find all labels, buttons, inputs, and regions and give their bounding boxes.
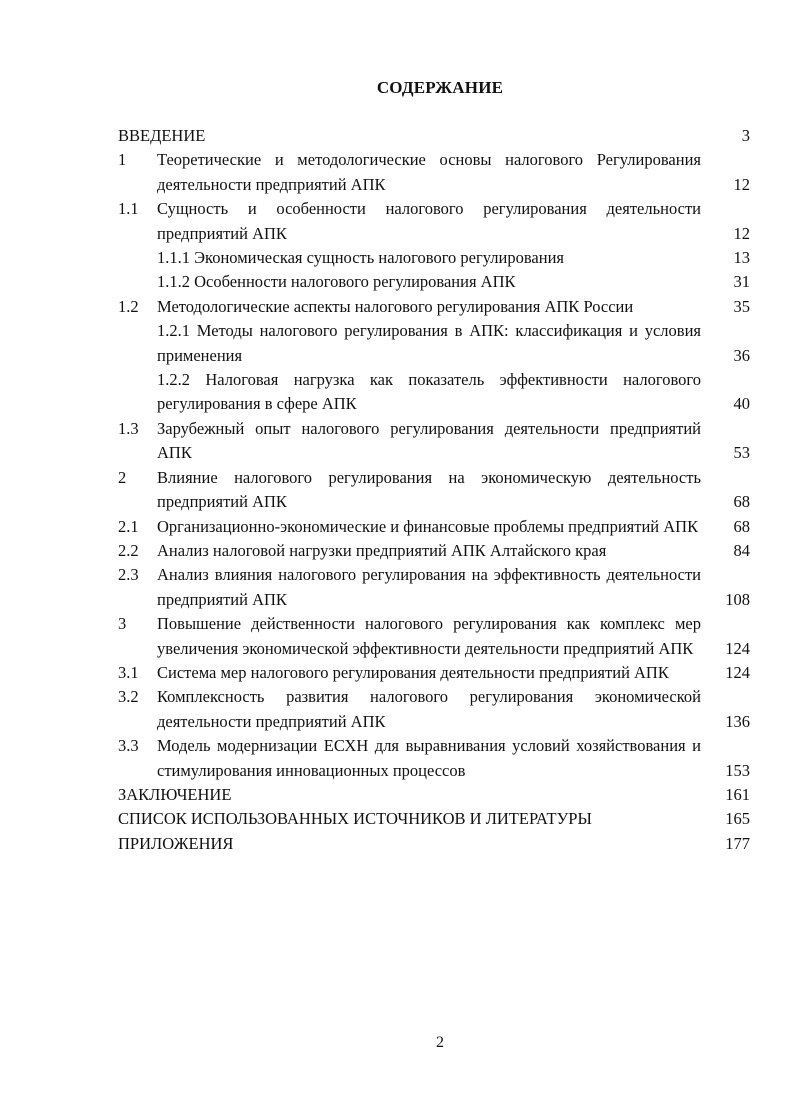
toc-entry-number: 1.3 (118, 418, 139, 438)
toc-entry-number: 3 (118, 614, 127, 634)
toc-entry-page: 177 (725, 833, 750, 853)
toc-entry-page: 12 (733, 174, 750, 194)
toc-entry-title: 1.1.1 Экономическая сущность налогового регулирования (157, 248, 565, 268)
toc-entry-number: 3.3 (118, 736, 139, 756)
toc-entry (118, 783, 750, 807)
toc-entry-title: Влияние налогового регулирования на экономическую деятельность предприятий АПК (157, 467, 701, 512)
toc-entry-number: 2.1 (118, 516, 139, 536)
toc-entry (118, 612, 750, 661)
toc-entry-page: 165 (725, 809, 750, 829)
toc-entry-page: 12 (733, 223, 750, 243)
toc-entry (118, 563, 750, 612)
toc-entry (118, 417, 750, 466)
toc-entry-title: 1.1.2 Особенности налогового регулирования АПК (157, 272, 516, 292)
toc-entry (118, 148, 750, 197)
toc-entry-title: ПРИЛОЖЕНИЯ (118, 833, 234, 853)
toc-entry-page: 36 (733, 345, 750, 365)
toc-entry-page: 35 (733, 296, 750, 316)
toc-entry-title: 1.2.1 Методы налогового регулирования в АПК: классификация и условия применения (157, 321, 701, 365)
toc-entry-title: Повышение действенности налогового регулирования как комплекс мер увеличения экономической эффективности деятельности предприятий АПК (157, 614, 701, 658)
toc-entry-title: Зарубежный опыт налогового регулирования деятельности предприятий АПК (157, 418, 701, 463)
toc-entry-page: 153 (725, 760, 750, 780)
toc-entry-page: 136 (725, 711, 750, 731)
toc-entry-title: Организационно-экономические и финансовые проблемы предприятий АПК (157, 516, 699, 536)
toc-entry-page: 53 (733, 443, 750, 463)
toc-entry (118, 807, 750, 831)
toc-entry (118, 685, 750, 734)
toc-entry-page: 161 (725, 784, 750, 804)
toc-entry (118, 270, 750, 294)
toc-entry-number: 2 (118, 467, 127, 487)
table-of-contents (118, 124, 750, 856)
toc-entry (118, 539, 750, 563)
toc-entry-title: 1.2.2 Налоговая нагрузка как показатель эффективности налогового регулирования в сфере АПК (157, 370, 701, 414)
toc-entry-page: 3 (741, 126, 750, 145)
toc-entry (118, 246, 750, 270)
toc-entry-number: 3.2 (118, 687, 139, 707)
toc-entry-number: 1.2 (118, 296, 139, 316)
toc-entry-number: 2.2 (118, 540, 139, 560)
toc-entry-page: 68 (733, 492, 750, 512)
toc-entry-page: 108 (725, 589, 750, 609)
page-title: СОДЕРЖАНИЕ (376, 78, 504, 97)
toc-entry-page: 13 (733, 248, 750, 268)
toc-entry-title: Модель модернизации ЕСХН для выравнивания условий хозяйствования и стимулирования инновационных процессов (157, 736, 701, 780)
toc-entry-title: Анализ налоговой нагрузки предприятий АПК Алтайского края (157, 540, 607, 560)
toc-entry-number: 1.1 (118, 199, 139, 219)
toc-entry-number: 2.3 (118, 565, 139, 585)
toc-entry-page: 84 (733, 540, 750, 560)
toc-entry-number: 3.1 (118, 662, 139, 682)
toc-entry (118, 832, 750, 856)
toc-entry (118, 319, 750, 368)
toc-entry-title: Сущность и особенности налогового регулирования деятельности предприятий АПК (157, 199, 701, 243)
toc-entry (118, 368, 750, 417)
toc-entry-number: 1 (118, 150, 127, 170)
toc-entry (118, 197, 750, 246)
toc-entry-title: Анализ влияния налогового регулирования на эффективность деятельности предприятий АПК (157, 565, 701, 609)
page-number: 2 (436, 1034, 444, 1051)
toc-entry (118, 661, 750, 685)
toc-entry-title: ЗАКЛЮЧЕНИЕ (118, 784, 232, 804)
toc-entry (118, 734, 750, 783)
toc-entry-page: 40 (733, 394, 750, 414)
toc-entry-title: Система мер налогового регулирования деятельности предприятий АПК (157, 662, 669, 682)
toc-entry-page: 124 (725, 638, 750, 658)
toc-entry-title: СПИСОК ИСПОЛЬЗОВАННЫХ ИСТОЧНИКОВ И ЛИТЕРАТУРЫ (118, 809, 592, 829)
toc-entry-page: 31 (733, 272, 750, 292)
toc-entry (118, 124, 750, 148)
toc-entry-title: ВВЕДЕНИЕ (118, 126, 206, 145)
toc-entry-title: Методологические аспекты налогового регулирования АПК России (157, 296, 634, 316)
toc-entry-title: Комплексность развития налогового регулирования экономической деятельности предприятий АПК (157, 687, 701, 731)
toc-entry (118, 515, 750, 539)
toc-entry-page: 68 (733, 516, 750, 536)
toc-entry (118, 466, 750, 515)
toc-entry (118, 295, 750, 319)
toc-entry-page: 124 (725, 662, 750, 682)
toc-entry-title: Теоретические и методологические основы налогового Регулирования деятельности предприятий АПК (157, 150, 701, 194)
